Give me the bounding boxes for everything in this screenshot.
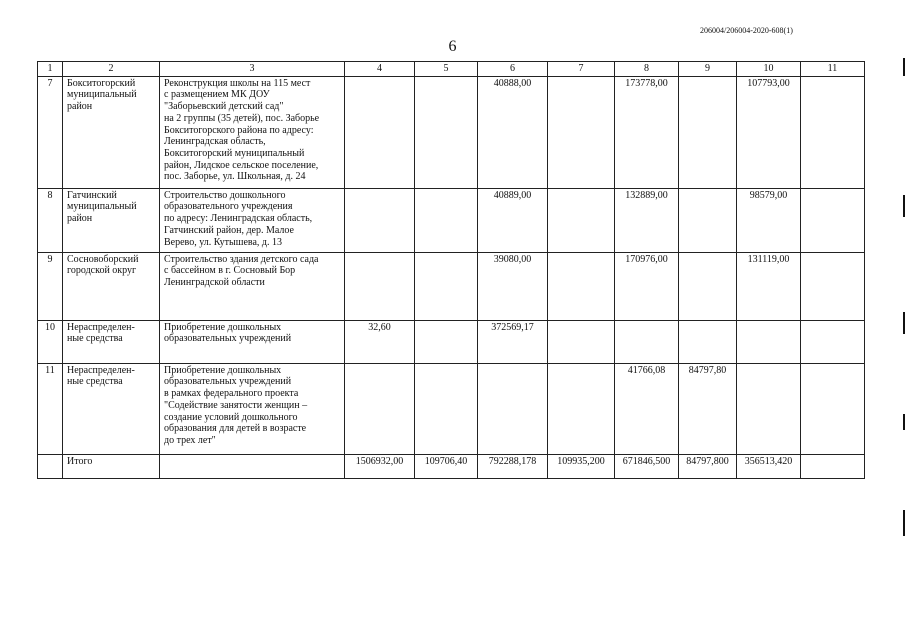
- value-cell: [737, 320, 801, 363]
- value-cell: [415, 252, 478, 320]
- value-cell: 132889,00: [615, 188, 679, 252]
- value-cell: 39080,00: [478, 252, 548, 320]
- value-cell: [679, 188, 737, 252]
- value-cell: [548, 363, 615, 454]
- object-cell: Строительство здания детского сада с бассейном в г. Сосновый Бор Ленинградской области: [160, 252, 345, 320]
- value-cell: [415, 363, 478, 454]
- col-header: 3: [160, 62, 345, 77]
- value-cell: [615, 320, 679, 363]
- row-number: 7: [38, 76, 63, 188]
- object-cell: Строительство дошкольного образовательного учреждения по адресу: Ленинградская область, Гатчинский район, дер. Малое Верево, ул. Кутышева, д. 13: [160, 188, 345, 252]
- value-cell: 40889,00: [478, 188, 548, 252]
- document-id: 206004/206004-2020-608(1): [700, 26, 793, 35]
- col-header: 7: [548, 62, 615, 77]
- total-value: [801, 454, 865, 478]
- value-cell: 107793,00: [737, 76, 801, 188]
- value-cell: [801, 320, 865, 363]
- value-cell: [478, 363, 548, 454]
- value-cell: [679, 252, 737, 320]
- value-cell: 41766,08: [615, 363, 679, 454]
- row-number: 8: [38, 188, 63, 252]
- table-row: [38, 76, 865, 188]
- object-cell: Приобретение дошкольных образовательных учреждений: [160, 320, 345, 363]
- value-cell: [548, 320, 615, 363]
- district-cell: Бокситогорский муниципальный район: [63, 76, 160, 188]
- row-number: 11: [38, 363, 63, 454]
- total-value: 84797,800: [679, 454, 737, 478]
- value-cell: [548, 252, 615, 320]
- value-cell: [801, 363, 865, 454]
- value-cell: [345, 363, 415, 454]
- budget-table: [37, 61, 865, 479]
- value-cell: [415, 320, 478, 363]
- district-cell: Нераспределен- ные средства: [63, 320, 160, 363]
- district-cell: Нераспределен- ные средства: [63, 363, 160, 454]
- value-cell: 40888,00: [478, 76, 548, 188]
- value-cell: [548, 188, 615, 252]
- col-header: 5: [415, 62, 478, 77]
- table-row: [38, 252, 865, 320]
- header-row: [38, 62, 865, 77]
- object-cell: Реконструкция школы на 115 мест с размещением МК ДОУ "Заборьевский детский сад" на 2 группы (35 детей), пос. Заборье Бокситогорского района по адресу: Ленинградская область, Бокситогорский муниципальный район, Лидское сельское поселение, пос. Заборье, ул. Школьная, д. 24: [160, 76, 345, 188]
- value-cell: [801, 188, 865, 252]
- object-cell: Приобретение дошкольных образовательных учреждений в рамках федерального проекта "Содействие занятости женщин – создание условий дошкольного образования для детей в возрасте до трех лет": [160, 363, 345, 454]
- total-value: 671846,500: [615, 454, 679, 478]
- value-cell: [679, 76, 737, 188]
- total-value: 356513,420: [737, 454, 801, 478]
- col-header: 4: [345, 62, 415, 77]
- value-cell: [415, 188, 478, 252]
- value-cell: [345, 76, 415, 188]
- value-cell: [345, 188, 415, 252]
- value-cell: 131119,00: [737, 252, 801, 320]
- table-row: [38, 188, 865, 252]
- total-row: [38, 454, 865, 478]
- value-cell: 372569,17: [478, 320, 548, 363]
- value-cell: [415, 76, 478, 188]
- total-value: 109706,40: [415, 454, 478, 478]
- district-cell: Гатчинский муниципальный район: [63, 188, 160, 252]
- value-cell: [801, 76, 865, 188]
- total-value: 792288,178: [478, 454, 548, 478]
- col-header: 10: [737, 62, 801, 77]
- value-cell: 170976,00: [615, 252, 679, 320]
- value-cell: [801, 252, 865, 320]
- col-header: 11: [801, 62, 865, 77]
- col-header: 6: [478, 62, 548, 77]
- value-cell: 84797,80: [679, 363, 737, 454]
- table-row: [38, 363, 865, 454]
- col-header: 1: [38, 62, 63, 77]
- value-cell: [679, 320, 737, 363]
- total-label: Итого: [63, 454, 160, 478]
- value-cell: 173778,00: [615, 76, 679, 188]
- col-header: 8: [615, 62, 679, 77]
- district-cell: Сосновоборский городской округ: [63, 252, 160, 320]
- total-value: 1506932,00: [345, 454, 415, 478]
- table-row: [38, 320, 865, 363]
- value-cell: [345, 252, 415, 320]
- col-header: 9: [679, 62, 737, 77]
- value-cell: 98579,00: [737, 188, 801, 252]
- value-cell: 32,60: [345, 320, 415, 363]
- row-number: 10: [38, 320, 63, 363]
- value-cell: [548, 76, 615, 188]
- row-number: 9: [38, 252, 63, 320]
- page-number: 6: [448, 38, 457, 55]
- value-cell: [737, 363, 801, 454]
- total-value: 109935,200: [548, 454, 615, 478]
- col-header: 2: [63, 62, 160, 77]
